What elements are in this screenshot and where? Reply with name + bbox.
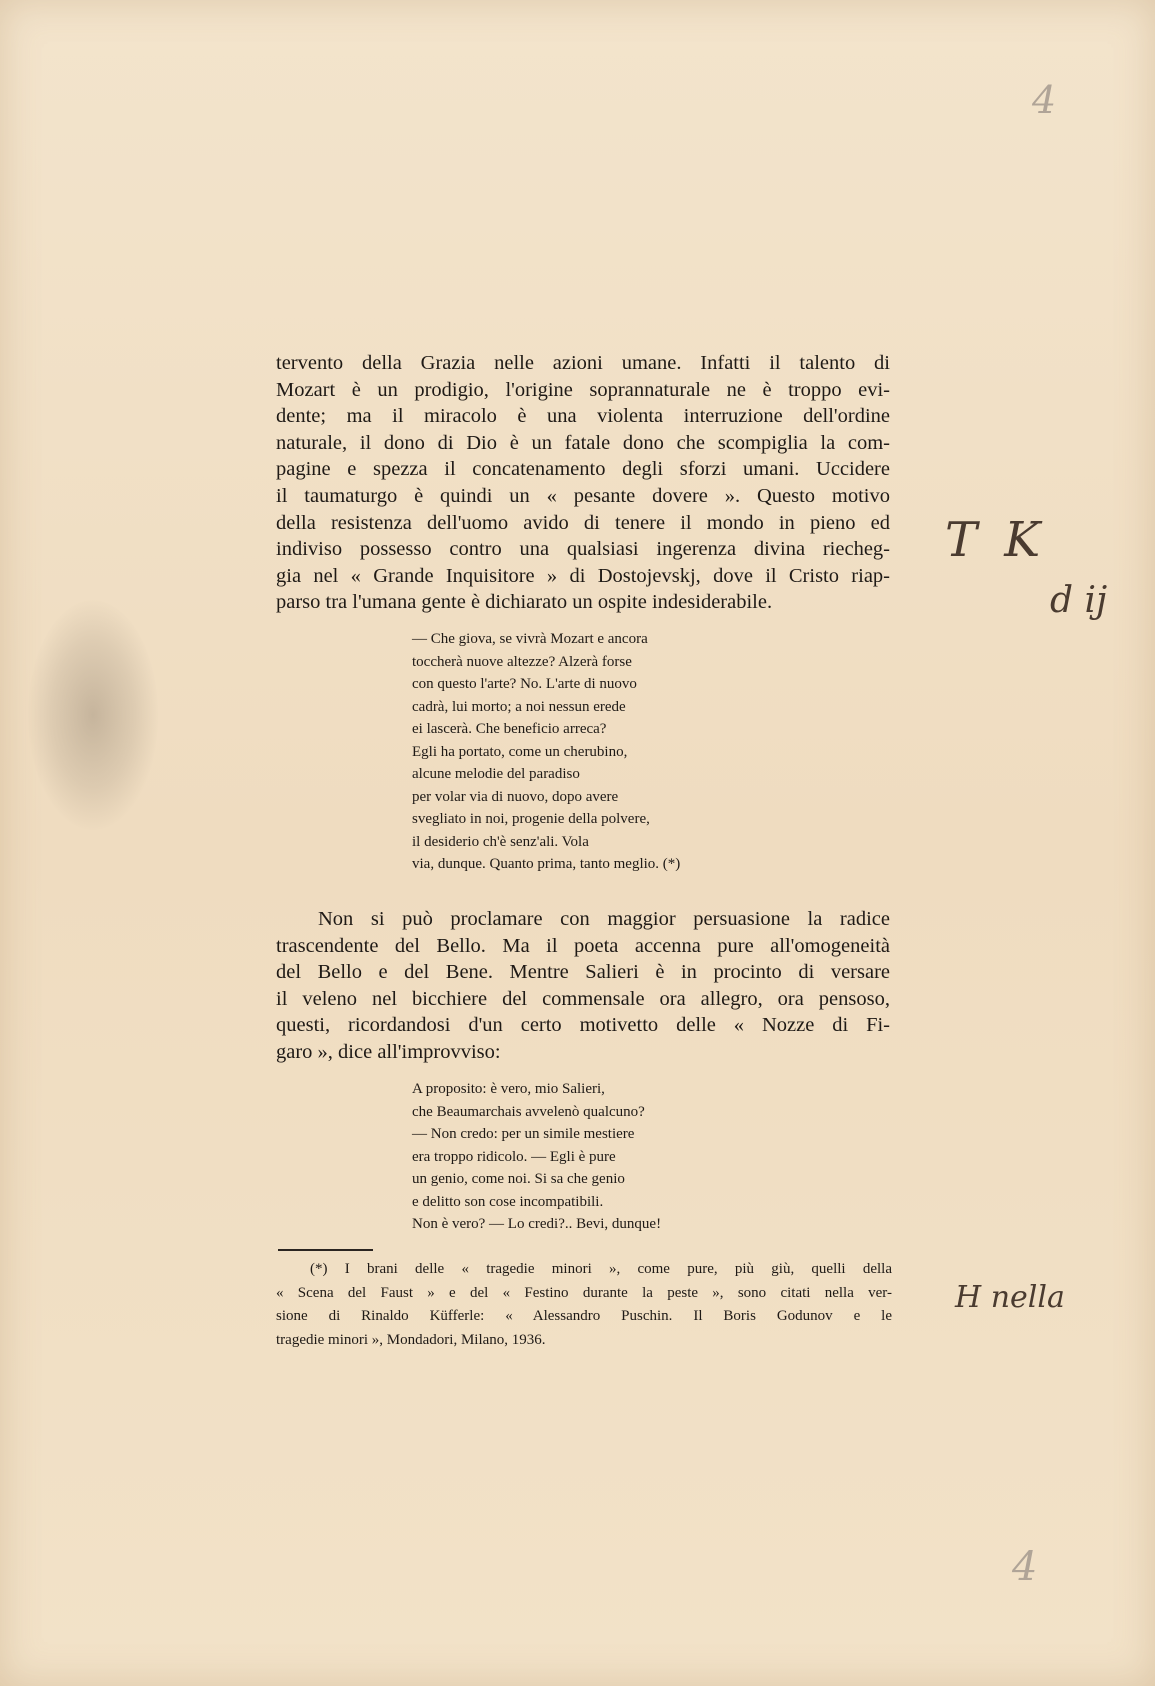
footnote-line: tragedie minori », Mondadori, Milano, 1936.	[276, 1331, 546, 1348]
paragraph-2	[276, 906, 890, 1066]
verse-line: — Che giova, se vivrà Mozart e ancora	[412, 631, 648, 647]
paragraph-line: dente; ma il miracolo è una violenta interruzione dell'ordine	[276, 405, 890, 428]
footnote-divider	[278, 1249, 373, 1251]
margin-note-tk: T K	[945, 512, 1047, 568]
paragraph-line: il veleno nel bicchiere del commensale ora allegro, ora pensoso,	[276, 987, 890, 1010]
paragraph-line: Mozart è un prodigio, l'origine soprannaturale ne è troppo evi-	[276, 378, 890, 401]
verse-line: toccherà nuove altezze? Alzerà forse	[412, 653, 632, 670]
paragraph-line: del Bello e del Bene. Mentre Salieri è in procinto di versare	[276, 961, 890, 984]
paragraph-line: questi, ricordandosi d'un certo motivetto delle « Nozze di Fi-	[276, 1014, 890, 1037]
fingerprint-smudge	[28, 600, 158, 830]
paragraph-line: naturale, il dono di Dio è un fatale dono che scompiglia la com-	[276, 431, 890, 454]
verse-line: A proposito: è vero, mio Salieri,	[412, 1081, 605, 1097]
paragraph-line: gia nel « Grande Inquisitore » di Dostojevskj, dove il Cristo riap-	[276, 564, 890, 587]
paragraph-line: parso tra l'umana gente è dichiarato un ospite indesiderabile.	[276, 591, 773, 614]
footnote-line: « Scena del Faust » e del « Festino durante la peste », sono citati nella ver-	[276, 1284, 892, 1301]
paragraph-line: indiviso possesso contro una qualsiasi ingerenza divina riecheg-	[276, 538, 890, 561]
paragraph-line: garo », dice all'improvviso:	[276, 1040, 501, 1063]
verse-line: il desiderio ch'è senz'ali. Vola	[412, 833, 589, 850]
verse-line: un genio, come noi. Si sa che genio	[412, 1171, 625, 1187]
page-number: 4	[1012, 1544, 1038, 1590]
verse-line: per volar via di nuovo, dopo avere	[412, 788, 619, 805]
margin-note-dij: d ij	[1050, 580, 1108, 621]
paragraph-line: trascendente del Bello. Ma il poeta accenna pure all'omogeneità	[276, 934, 890, 957]
paragraph-line: il taumaturgo è quindi un « pesante dovere ». Questo motivo	[276, 484, 890, 507]
verse-line: con questo l'arte? No. L'arte di nuovo	[412, 676, 637, 692]
footnote-line: sione di Rinaldo Küfferle: « Alessandro Puschin. Il Boris Godunov e le	[276, 1308, 892, 1324]
verse-line: alcune melodie del paradiso	[412, 766, 580, 782]
paragraph-line: Non si può proclamare con maggior persuasione la radice	[318, 908, 890, 930]
verse-line: cadrà, lui morto; a noi nessun erede	[412, 698, 626, 715]
verse-line: e delitto son cose incompatibili.	[412, 1193, 604, 1210]
verse-line: — Non credo: per un simile mestiere	[412, 1126, 635, 1142]
margin-note-hnella: H nella	[955, 1280, 1065, 1315]
verse-line: Egli ha portato, come un cherubino,	[412, 743, 628, 760]
paragraph-line: della resistenza dell'uomo avido di tenere il mondo in pieno ed	[276, 511, 890, 534]
footnote-line: (*) I brani delle « tragedie minori », come pure, più giù, quelli della	[310, 1261, 892, 1277]
verse-line: Non è vero? — Lo credi?.. Bevi, dunque!	[412, 1216, 662, 1232]
paragraph-line: tervento della Grazia nelle azioni umane. Infatti il talento di	[276, 352, 890, 374]
corner-pencil-mark: 4	[1032, 78, 1057, 122]
verse-block-2	[412, 1078, 661, 1236]
verse-line: era troppo ridicolo. — Egli è pure	[412, 1148, 616, 1165]
verse-block-1	[412, 628, 680, 876]
paragraph-1	[276, 350, 890, 616]
footnote	[276, 1258, 892, 1352]
paragraph-line: pagine e spezza il concatenamento degli sforzi umani. Uccidere	[276, 458, 890, 481]
verse-line: che Beaumarchais avvelenò qualcuno?	[412, 1103, 645, 1120]
verse-line: via, dunque. Quanto prima, tanto meglio. (*)	[412, 856, 681, 872]
verse-line: ei lascerà. Che beneficio arreca?	[412, 721, 607, 737]
verse-line: svegliato in noi, progenie della polvere,	[412, 811, 650, 827]
